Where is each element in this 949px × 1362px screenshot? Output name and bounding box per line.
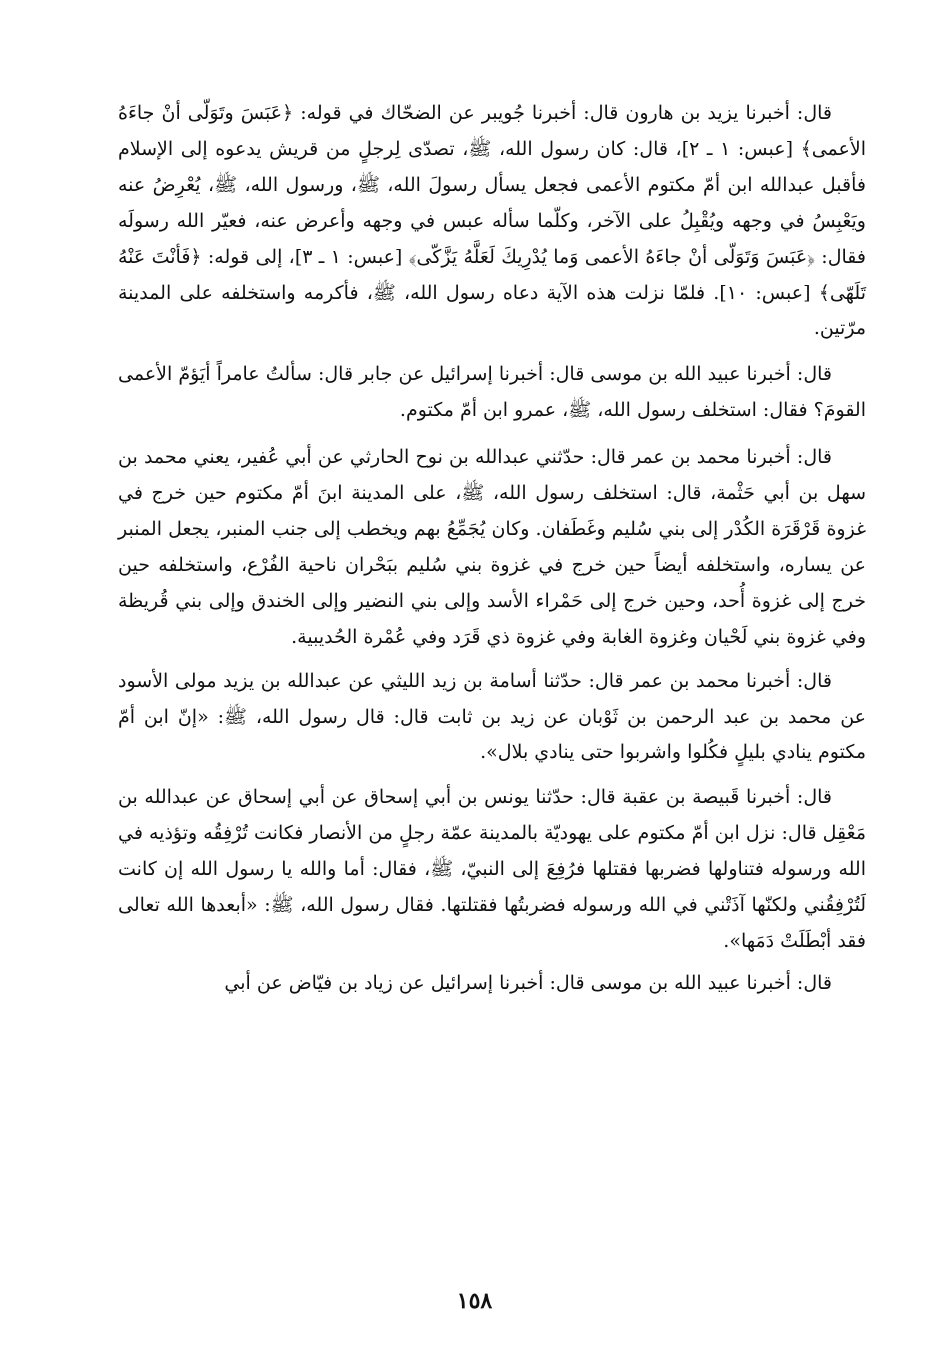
page-number: ١٥٨ [456, 1288, 493, 1314]
paragraph-5: قال: أخبرنا قَبيصة بن عقبة قال: حدّثنا يونس بن أبي إسحاق عن أبي إسحاق عن عبدالله بن مَعْقِل قال: نزل ابن أمّ مكتوم على يهوديّة بالمدينة عمّة رجلٍ من الأنصار فكانت تُرْفِقُه وتؤذيه في الله ورسوله فتناولها فضربها فقتلها فرُفِعَ إلى النبيّ، ﷺ، فقال: أما والله يا رسول الله إن كانت لَتُرْفِقُني ولكنّها آذَتْني في الله ورسوله فضربتُها فقتلتها. فقال رسول الله، ﷺ: «أبعدها الله تعالى فقد أبْطَلَتْ دَمَها». [118, 786, 866, 952]
paragraph-6: قال: أخبرنا عبيد الله بن موسى قال: أخبرنا إسرائيل عن زياد بن فيّاض عن أبي [224, 971, 832, 994]
page-text [118, 96, 866, 1002]
paragraph-2: قال: أخبرنا عبيد الله بن موسى قال: أخبرنا إسرائيل عن جابر قال: سألتُ عامراً أيَؤمّ الأعمى القومَ؟ فقال: استخلف رسول الله، ﷺ، عمرو ابن أمّ مكتوم. [118, 363, 866, 422]
paragraph-4: قال: أخبرنا محمد بن عمر قال: حدّثنا أسامة بن زيد الليثي عن عبدالله بن يزيد مولى الأسود عن محمد بن عبد الرحمن بن ثَوْبان عن زيد بن ثابت قال: قال رسول الله، ﷺ: «إنّ ابن أمّ مكتوم ينادي بليلٍ فكُلوا واشربوا حتى ينادي بلال». [118, 669, 866, 764]
paragraph-3: قال: أخبرنا محمد بن عمر قال: حدّثني عبدالله بن نوح الحارثي عن أبي عُفير، يعني محمد بن سهل بن أبي حَثْمة، قال: استخلف رسول الله، ﷺ، على المدينة ابنَ أمّ مكتوم حين خرج في غزوة قَرْقَرَة الكُدْر إلى بني سُليم وغَطَفان. وكان يُجَمِّعُ بهم ويخطب إلى جنب المنبر، يجعل المنبر عن يساره، واستخلفه أيضاً حين خرج في غزوة بني سُليم ببَحْران ناحية الفُرْع، واستخلفه حين خرج إلى غزوة أُحد، وحين خرج إلى حَمْراء الأسد وإلى بني النضير وإلى الخندق وإلى بني قُريظة وفي غزوة بني لَحْيان وغزوة الغابة وفي غزوة ذي قَرَد وفي عُمْرة الحُديبية. [118, 446, 866, 648]
paragraph-1: قال: أخبرنا يزيد بن هارون قال: أخبرنا جُويبر عن الضحّاك في قوله: ﴿عَبَسَ وتَوَلّى أنْ جاءَهُ الأعمى﴾ [عبس: ١ ـ ٢]، قال: كان رسول الله، ﷺ، تصدّى لِرجلٍ من قريش يدعوه إلى الإسلام فأقبل عبدالله ابن أمّ مكتوم الأعمى فجعل يسأل رسولَ الله، ﷺ، ورسول الله، ﷺ، يُعْرِضُ عنه ويَعْبِسُ في وجهه ويُقْبِلُ على الآخر، وكلّما سأله عبس في وجهه وأعرض عنه، فعيّر الله رسولَه فقال: ﴿عَبَسَ وَتَوَلّى أنْ جاءَهُ الأعمى وَما يُدْرِيكَ لَعَلَّهُ يَزَّكّى﴾ [عبس: ١ ـ ٣]، إلى قوله: ﴿فَأنْتَ عَنْهُ تَلَهّى﴾ [عبس: ١٠]. فلمّا نزلت هذه الآية دعاه رسول الله، ﷺ، فأكرمه واستخلفه على المدينة مرّتين. [118, 102, 866, 340]
